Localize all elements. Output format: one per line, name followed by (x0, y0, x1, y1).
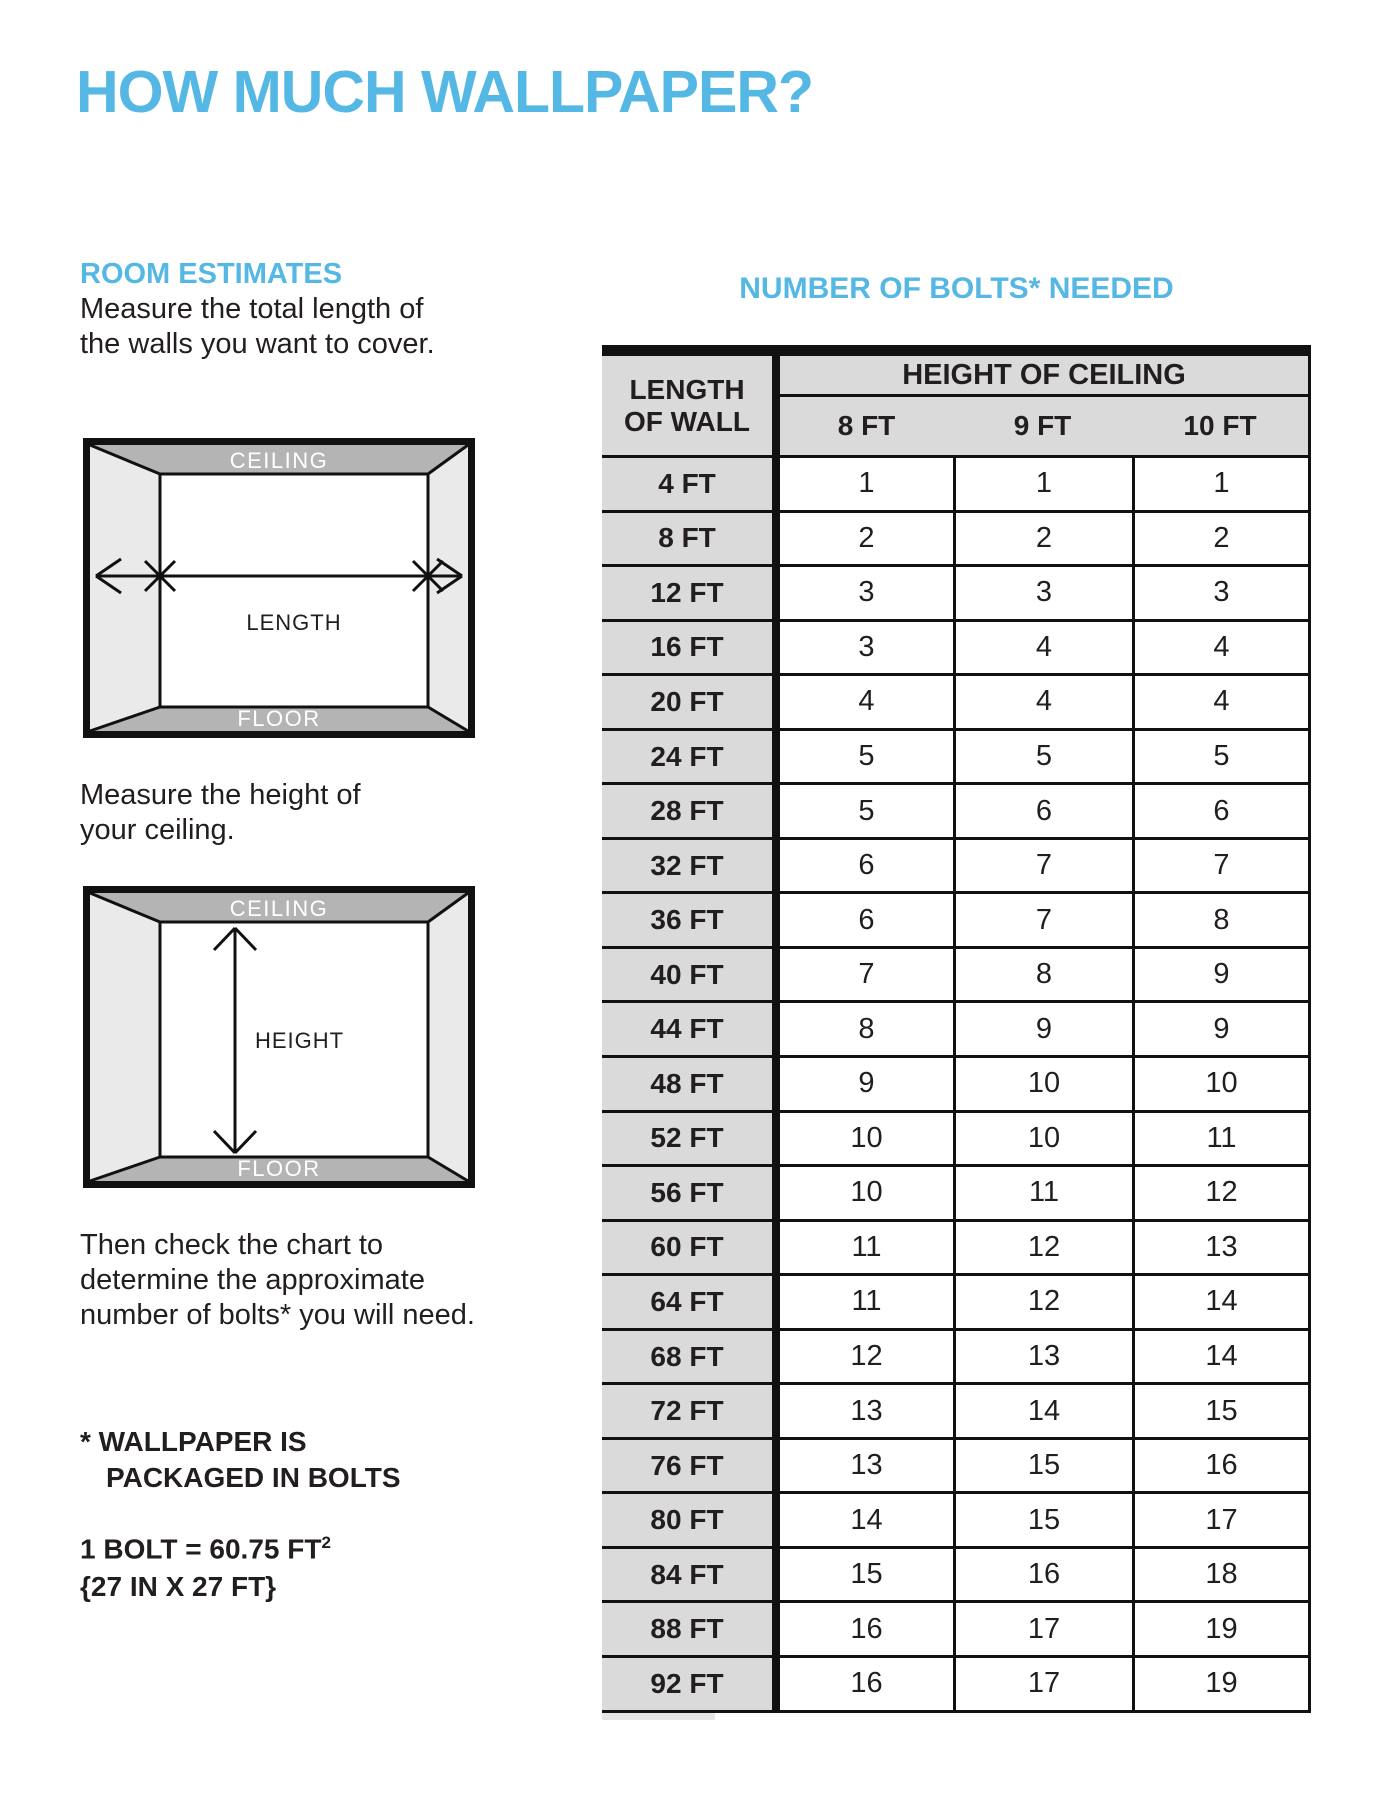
table-row (602, 510, 1308, 565)
bolt-count-cell: 10 (1132, 1058, 1308, 1110)
bolt-count-cell: 3 (780, 567, 953, 619)
bolt-size-text: 1 BOLT = 60.75 FT (80, 1533, 322, 1565)
bolt-count-cell: 16 (780, 1658, 953, 1710)
table-header-right (780, 356, 1308, 455)
bolt-count-cell: 8 (1132, 894, 1308, 946)
table-row (602, 1382, 1308, 1437)
table-bottom-artifact (602, 1713, 715, 1720)
bolt-count-cell: 6 (780, 840, 953, 892)
table-body (602, 455, 1308, 1713)
bolt-count-cell: 15 (953, 1440, 1132, 1492)
left-wall (90, 893, 160, 1181)
table-divider-segment (772, 1276, 780, 1328)
bolt-count-cell: 2 (953, 513, 1132, 565)
bolt-count-cell: 14 (953, 1385, 1132, 1437)
wall-length-row-label: 76 FT (602, 1440, 772, 1492)
right-wall (428, 893, 468, 1181)
room-estimates-heading: ROOM ESTIMATES (80, 258, 343, 290)
bolt-count-cell: 9 (1132, 1003, 1308, 1055)
bolt-count-cell: 6 (780, 894, 953, 946)
text-line: Measure the height of (80, 779, 361, 811)
wall-length-row-label: 88 FT (602, 1603, 772, 1655)
bolt-count-cell: 11 (1132, 1113, 1308, 1165)
bolts-table-heading: NUMBER OF BOLTS* NEEDED (739, 272, 1174, 305)
bolt-count-cell: 12 (780, 1331, 953, 1383)
bolt-count-cell: 4 (780, 676, 953, 728)
text-line: number of bolts* you will need. (80, 1299, 475, 1331)
bolt-count-cell: 13 (780, 1440, 953, 1492)
bolt-count-cell: 15 (953, 1494, 1132, 1546)
bolt-equation (80, 1524, 331, 1606)
wall-length-row-label: 80 FT (602, 1494, 772, 1546)
wall-length-row-label: 84 FT (602, 1549, 772, 1601)
text-line: determine the approximate (80, 1264, 425, 1296)
bolt-count-cell: 6 (1132, 785, 1308, 837)
table-divider (772, 356, 780, 455)
table-divider-segment (772, 1058, 780, 1110)
table-divider-segment (772, 1385, 780, 1437)
table-row (602, 891, 1308, 946)
table-divider-segment (772, 785, 780, 837)
page-title: HOW MUCH WALLPAPER? (76, 59, 813, 125)
bolt-count-cell: 8 (780, 1003, 953, 1055)
wall-length-row-label: 28 FT (602, 785, 772, 837)
bolt-count-cell: 2 (1132, 513, 1308, 565)
table-row (602, 619, 1308, 674)
wall-length-row-label: 52 FT (602, 1113, 772, 1165)
bolt-count-cell: 19 (1132, 1603, 1308, 1655)
wall-length-row-label: 72 FT (602, 1385, 772, 1437)
wall-length-row-label: 56 FT (602, 1167, 772, 1219)
bolt-count-cell: 11 (780, 1276, 953, 1328)
table-row (602, 728, 1308, 783)
squared-superscript: 2 (321, 1533, 331, 1552)
wall-length-row-label: 48 FT (602, 1058, 772, 1110)
bolt-count-cell: 15 (1132, 1385, 1308, 1437)
text-line: the walls you want to cover. (80, 328, 435, 360)
table-divider-segment (772, 1494, 780, 1546)
col-header-length-of-wall (602, 356, 772, 455)
table-row (602, 673, 1308, 728)
table-divider-segment (772, 1113, 780, 1165)
bolt-count-cell: 9 (953, 1003, 1132, 1055)
bolt-count-cell: 16 (780, 1603, 953, 1655)
wall-length-row-label: 20 FT (602, 676, 772, 728)
ceiling-label: CEILING (229, 448, 329, 473)
table-divider-segment (772, 894, 780, 946)
bolt-count-cell: 10 (953, 1113, 1132, 1165)
wall-length-row-label: 92 FT (602, 1658, 772, 1710)
table-divider-segment (772, 458, 780, 510)
table-divider-segment (772, 567, 780, 619)
text-line: Measure the total length of (80, 293, 424, 325)
table-row (602, 455, 1308, 510)
bolt-count-cell: 5 (780, 785, 953, 837)
table-row (602, 1491, 1308, 1546)
measure-length-paragraph (80, 292, 435, 362)
bolt-count-cell: 16 (1132, 1440, 1308, 1492)
table-divider-segment (772, 1549, 780, 1601)
bolt-count-cell: 1 (953, 458, 1132, 510)
table-row (602, 1273, 1308, 1328)
bolt-count-cell: 14 (780, 1494, 953, 1546)
wall-length-row-label: 4 FT (602, 458, 772, 510)
text-line: * WALLPAPER IS (80, 1426, 307, 1457)
bolt-count-cell: 17 (953, 1658, 1132, 1710)
bolt-count-cell: 4 (1132, 676, 1308, 728)
table-row (602, 1655, 1308, 1710)
bolt-count-cell: 12 (1132, 1167, 1308, 1219)
ceiling-height-col-header: 10 FT (1183, 410, 1257, 441)
bolt-count-cell: 10 (780, 1167, 953, 1219)
bolt-count-cell: 19 (1132, 1658, 1308, 1710)
bolts-footnote (80, 1424, 401, 1496)
wall-length-row-label: 32 FT (602, 840, 772, 892)
room-height-diagram (83, 886, 475, 1188)
length-label: LENGTH (246, 610, 342, 635)
ceiling-height-col-header: 8 FT (837, 410, 896, 441)
table-divider-segment (772, 949, 780, 1001)
wall-length-row-label: 44 FT (602, 1003, 772, 1055)
bolt-count-cell: 7 (953, 840, 1132, 892)
table-divider-segment (772, 513, 780, 565)
bolt-count-cell: 1 (780, 458, 953, 510)
bolt-count-cell: 4 (1132, 622, 1308, 674)
table-row (602, 1000, 1308, 1055)
text-line: OF WALL (624, 405, 750, 437)
text-line: PACKAGED IN BOLTS (106, 1462, 401, 1493)
table-divider-segment (772, 1658, 780, 1710)
wall-length-row-label: 36 FT (602, 894, 772, 946)
table-header (602, 356, 1308, 455)
bolt-count-cell: 7 (953, 894, 1132, 946)
bolt-count-cell: 3 (1132, 567, 1308, 619)
table-divider-segment (772, 840, 780, 892)
bolt-dimensions-line: {27 IN X 27 FT} (80, 1571, 277, 1603)
check-chart-paragraph (80, 1228, 475, 1333)
bolt-count-cell: 14 (1132, 1331, 1308, 1383)
table-divider-segment (772, 1167, 780, 1219)
wall-length-row-label: 68 FT (602, 1331, 772, 1383)
height-label: HEIGHT (255, 1028, 345, 1053)
bolt-count-cell: 15 (780, 1549, 953, 1601)
bolt-count-cell: 14 (1132, 1276, 1308, 1328)
table-row (602, 1055, 1308, 1110)
bolt-count-cell: 13 (780, 1385, 953, 1437)
table-row (602, 564, 1308, 619)
table-row (602, 1546, 1308, 1601)
bolt-count-cell: 3 (780, 622, 953, 674)
table-divider-segment (772, 1222, 780, 1274)
right-wall (428, 445, 468, 731)
bolt-count-cell: 4 (953, 676, 1132, 728)
bolts-table (602, 345, 1311, 1713)
wall-length-row-label: 16 FT (602, 622, 772, 674)
table-row (602, 1328, 1308, 1383)
bolt-count-cell: 5 (1132, 731, 1308, 783)
wall-length-row-label: 60 FT (602, 1222, 772, 1274)
wall-length-row-label: 64 FT (602, 1276, 772, 1328)
bolt-count-cell: 12 (953, 1222, 1132, 1274)
wall-length-row-label: 8 FT (602, 513, 772, 565)
bolt-count-cell: 18 (1132, 1549, 1308, 1601)
bolt-count-cell: 12 (953, 1276, 1132, 1328)
bolt-count-cell: 4 (953, 622, 1132, 674)
bolt-count-cell: 8 (953, 949, 1132, 1001)
bolt-count-cell: 17 (953, 1603, 1132, 1655)
table-divider-segment (772, 731, 780, 783)
bolt-count-cell: 9 (1132, 949, 1308, 1001)
bolt-count-cell: 7 (780, 949, 953, 1001)
table-row (602, 782, 1308, 837)
bolt-count-cell: 13 (1132, 1222, 1308, 1274)
ceiling-height-col-header: 9 FT (1013, 410, 1072, 441)
bolt-count-cell: 11 (780, 1222, 953, 1274)
table-row (602, 1219, 1308, 1274)
floor-label: FLOOR (237, 706, 321, 731)
bolt-count-cell: 3 (953, 567, 1132, 619)
wall-length-row-label: 12 FT (602, 567, 772, 619)
bolt-count-cell: 9 (780, 1058, 953, 1110)
text-line: LENGTH (629, 373, 745, 405)
bolt-count-cell: 7 (1132, 840, 1308, 892)
wall-length-row-label: 40 FT (602, 949, 772, 1001)
ceiling-height-columns (780, 397, 1308, 455)
table-row (602, 1164, 1308, 1219)
ceiling-label: CEILING (229, 896, 329, 921)
bolt-count-cell: 11 (953, 1167, 1132, 1219)
bolt-count-cell: 1 (1132, 458, 1308, 510)
bolt-count-cell: 16 (953, 1549, 1132, 1601)
floor-label: FLOOR (237, 1156, 321, 1181)
text-line: Then check the chart to (80, 1229, 384, 1261)
table-divider-segment (772, 1603, 780, 1655)
bolt-count-cell: 13 (953, 1331, 1132, 1383)
table-row (602, 1600, 1308, 1655)
table-top-border (602, 345, 1308, 356)
table-row (602, 946, 1308, 1001)
table-row (602, 1437, 1308, 1492)
room-length-diagram (83, 438, 475, 738)
bolt-count-cell: 17 (1132, 1494, 1308, 1546)
wall-length-row-label: 24 FT (602, 731, 772, 783)
bolt-count-cell: 6 (953, 785, 1132, 837)
bolt-count-cell: 2 (780, 513, 953, 565)
table-row (602, 1110, 1308, 1165)
bolt-count-cell: 5 (780, 731, 953, 783)
col-group-header-height-of-ceiling: HEIGHT OF CEILING (780, 356, 1308, 397)
bolt-count-cell: 5 (953, 731, 1132, 783)
back-wall (160, 474, 428, 707)
table-divider-segment (772, 622, 780, 674)
table-divider-segment (772, 1440, 780, 1492)
bolt-size-line (80, 1524, 331, 1568)
bolt-count-cell: 10 (953, 1058, 1132, 1110)
table-divider-segment (772, 1331, 780, 1383)
bolt-count-cell: 10 (780, 1113, 953, 1165)
table-row (602, 837, 1308, 892)
table-divider-segment (772, 676, 780, 728)
text-line: your ceiling. (80, 814, 235, 846)
table-divider-segment (772, 1003, 780, 1055)
measure-height-paragraph (80, 778, 361, 848)
